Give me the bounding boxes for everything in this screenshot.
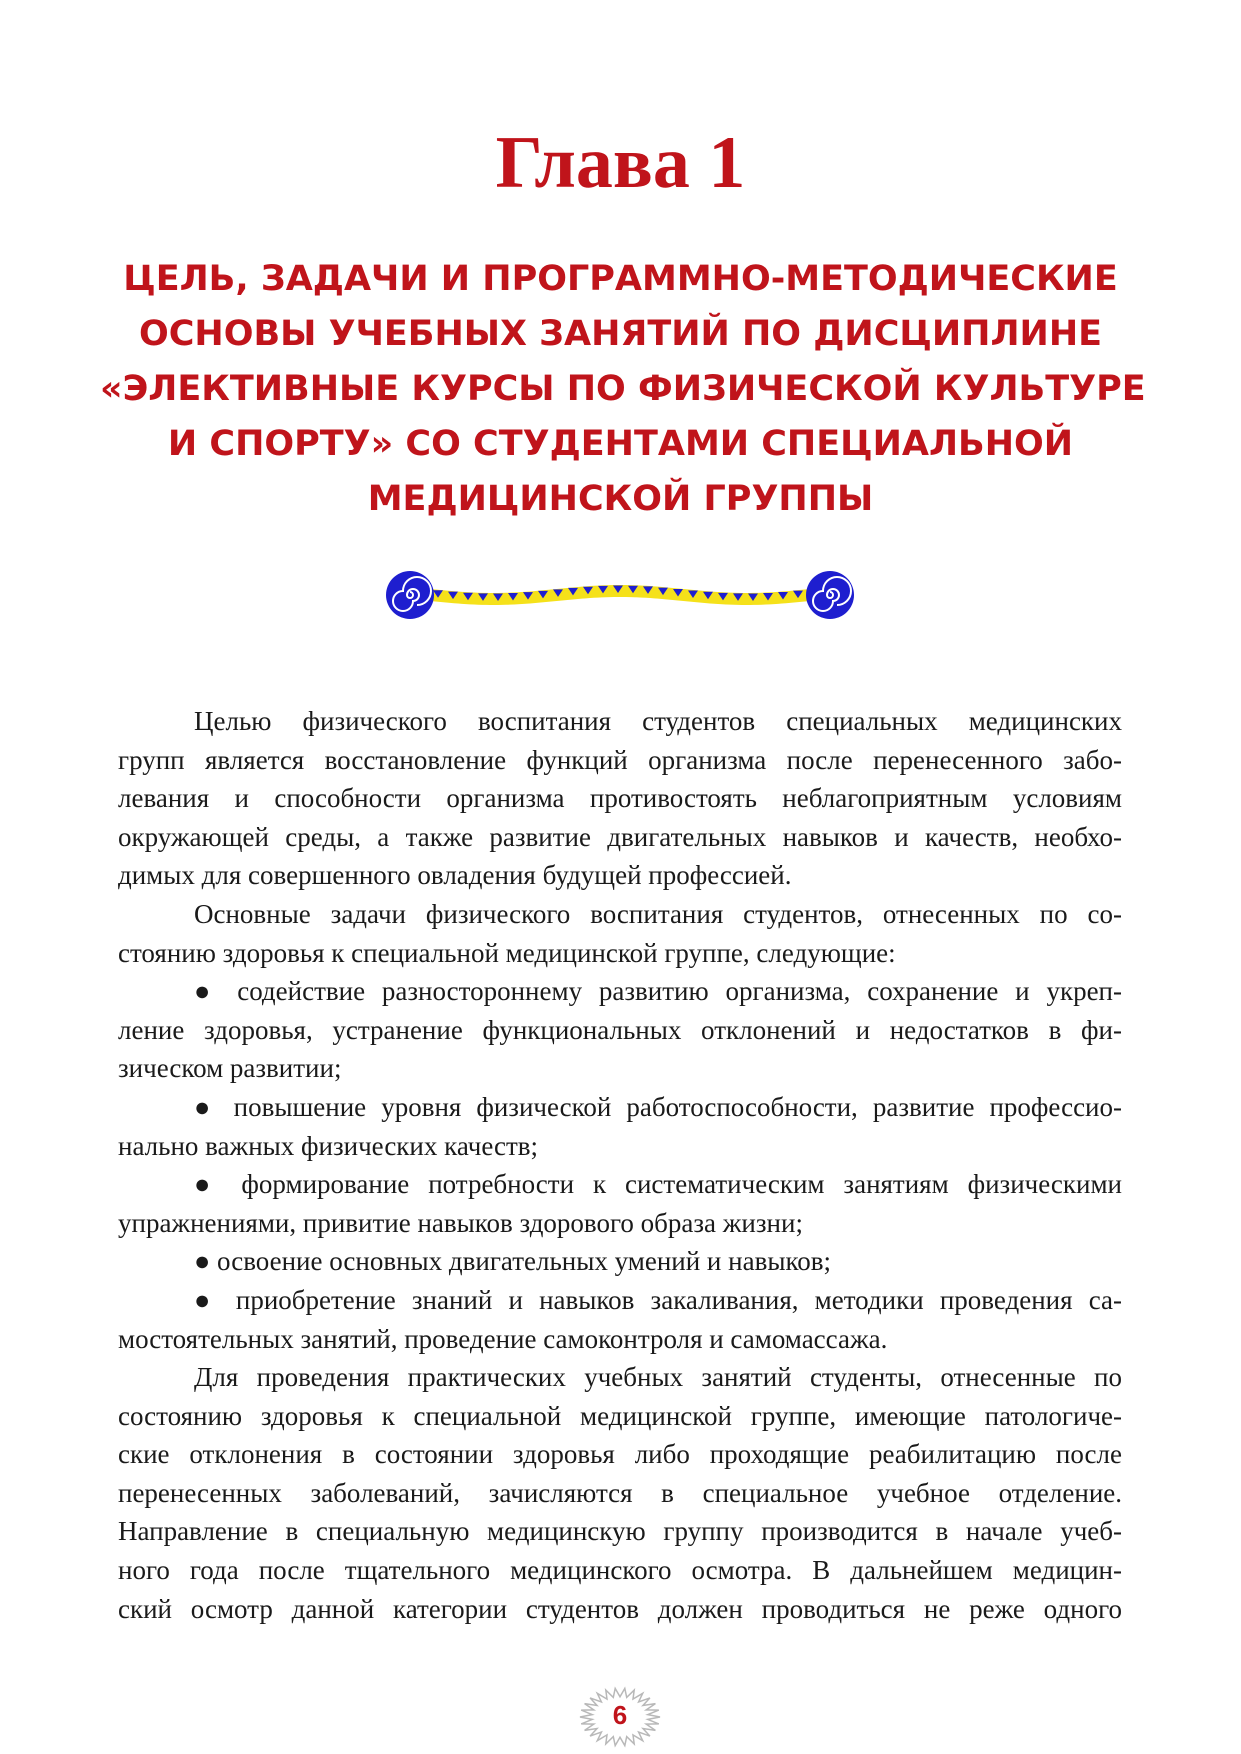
list-item: ● содействие разностороннему развитию организма, сохранение и укреп-	[194, 976, 1122, 1007]
text-line: ский осмотр данной категории студентов должен проводиться не реже одного	[118, 1593, 1122, 1624]
text-line: ские отклонения в состоянии здоровья либо проходящие реабилитацию после	[118, 1439, 1122, 1470]
text-line: перенесенных заболеваний, зачисляются в специальное учебное отделение.	[118, 1477, 1122, 1508]
text-line: Целью физического воспитания студентов специальных медицинских	[194, 706, 1122, 736]
list-item: ● освоение основных двигательных умений и навыков;	[194, 1246, 831, 1277]
list-item: ● приобретение знаний и навыков закаливания, методики проведения са-	[194, 1284, 1122, 1315]
heading-line: «ЭЛЕКТИВНЫЕ КУРСЫ ПО ФИЗИЧЕСКОЙ КУЛЬТУРЕ	[100, 369, 1146, 409]
text-line: Для проведения практических учебных занятий студенты, отнесенные по	[194, 1362, 1122, 1393]
heading-line: МЕДИЦИНСКОЙ ГРУППЫ	[367, 479, 874, 519]
text-line: мостоятельных занятий, проведение самоконтроля и самомассажа.	[118, 1323, 888, 1354]
heading-line: ЦЕЛЬ, ЗАДАЧИ И ПРОГРАММНО-МЕТОДИЧЕСКИЕ	[123, 259, 1118, 299]
chapter-heading	[100, 252, 1146, 527]
heading-line: И СПОРТУ» СО СТУДЕНТАМИ СПЕЦИАЛЬНОЙ	[167, 424, 1074, 464]
decorative-ornament	[380, 565, 860, 625]
chapter-title: Глава 1	[495, 122, 746, 204]
text-line: Направление в специальную медицинскую группу производится в начале учеб-	[118, 1516, 1122, 1547]
spiral-icon	[806, 571, 854, 619]
text-line: стоянию здоровья к специальной медицинской группе, следующие:	[118, 937, 896, 968]
text-line: зическом развитии;	[118, 1053, 342, 1084]
heading-line: ОСНОВЫ УЧЕБНЫХ ЗАНЯТИЙ ПО ДИСЦИПЛИНЕ	[138, 314, 1103, 354]
text-line: ного года после тщательного медицинского осмотра. В дальнейшем медицин-	[118, 1555, 1122, 1586]
text-line: нально важных физических качеств;	[118, 1130, 539, 1161]
body-text	[118, 702, 1122, 1628]
text-line: состоянию здоровья к специальной медицинской группе, имеющие патологиче-	[118, 1400, 1122, 1431]
spiral-icon	[386, 571, 434, 619]
page-number: 6	[612, 1700, 628, 1730]
text-line: упражнениями, привитие навыков здорового образа жизни;	[118, 1207, 803, 1238]
list-item: ● повышение уровня физической работоспособности, развитие профессио-	[194, 1091, 1122, 1122]
text-line: окружающей среды, а также развитие двигательных навыков и качеств, необхо-	[118, 821, 1122, 852]
text-line: левания и способности организма противостоять неблагоприятным условиям	[118, 783, 1122, 814]
text-line: димых для совершенного овладения будущей профессией.	[118, 860, 792, 891]
list-item: ● формирование потребности к систематическим занятиям физическими	[194, 1169, 1122, 1200]
text-line: ление здоровья, устранение функциональных отклонений и недостатков в фи-	[118, 1014, 1122, 1045]
text-line: Основные задачи физического воспитания студентов, отнесенных по со-	[194, 898, 1122, 929]
text-line: групп является восстановление функций организма после перенесенного забо-	[118, 744, 1122, 775]
